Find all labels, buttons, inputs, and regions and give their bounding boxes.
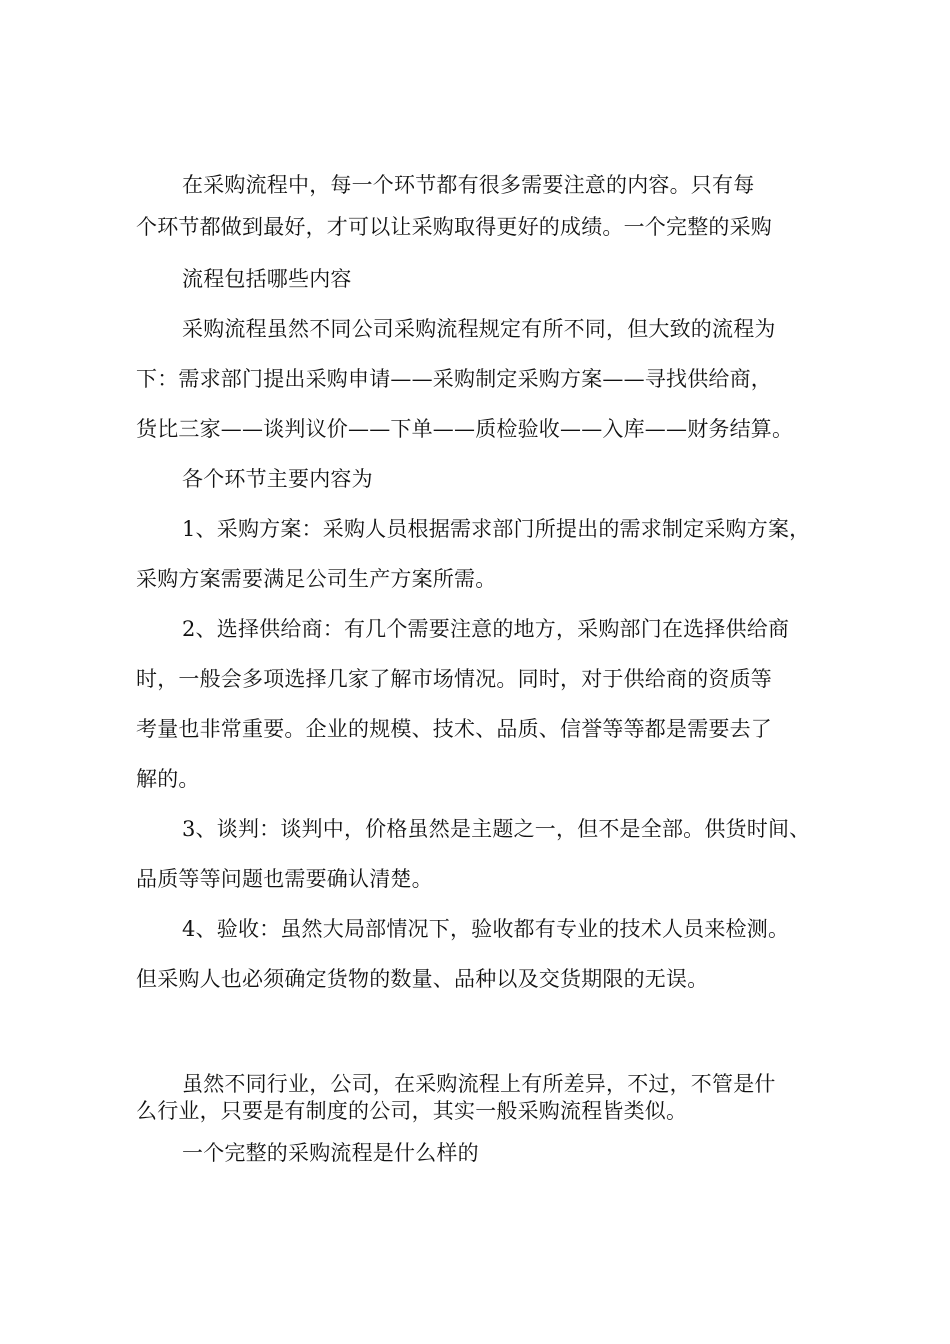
text-line-1: 在采购流程中，每一个环节都有很多需要注意的内容。只有每 xyxy=(182,173,755,197)
text-line-3: 流程包括哪些内容 xyxy=(182,267,352,291)
text-line-19: 么行业，只要是有制度的公司，其实一般采购流程皆类似。 xyxy=(136,1099,688,1123)
text-line-7: 各个环节主要内容为 xyxy=(182,467,373,491)
text-line-14: 3、谈判：谈判中，价格虽然是主题之一，但不是全部。供货时间、 xyxy=(182,817,811,841)
text-line-12: 考量也非常重要。企业的规模、技术、品质、信誉等等都是需要去了 xyxy=(136,717,772,741)
text-line-13: 解的。 xyxy=(136,767,200,791)
text-line-9: 采购方案需要满足公司生产方案所需。 xyxy=(136,567,497,591)
text-line-6: 货比三家——谈判议价——下单——质检验收——入库——财务结算。 xyxy=(136,417,794,441)
text-line-2: 个环节都做到最好，才可以让采购取得更好的成绩。一个完整的采购 xyxy=(136,215,772,239)
text-line-10: 2、选择供给商：有几个需要注意的地方，采购部门在选择供给商 xyxy=(182,617,790,641)
text-line-16: 4、验收：虽然大局部情况下，验收都有专业的技术人员来检测。 xyxy=(182,917,790,941)
text-line-17: 但采购人也必须确定货物的数量、品种以及交货期限的无误。 xyxy=(136,967,709,991)
text-line-15: 品质等等问题也需要确认清楚。 xyxy=(136,867,433,891)
text-line-4: 采购流程虽然不同公司采购流程规定有所不同，但大致的流程为 xyxy=(182,317,776,341)
text-line-20: 一个完整的采购流程是什么样的 xyxy=(182,1141,479,1165)
text-line-8: 1、采购方案：采购人员根据需求部门所提出的需求制定采购方案， xyxy=(182,517,811,541)
text-line-18: 虽然不同行业，公司，在采购流程上有所差异，不过，不管是什 xyxy=(182,1072,776,1096)
text-line-5: 下：需求部门提出采购申请——采购制定采购方案——寻找供给商， xyxy=(136,367,772,391)
text-line-11: 时，一般会多项选择几家了解市场情况。同时，对于供给商的资质等 xyxy=(136,667,772,691)
